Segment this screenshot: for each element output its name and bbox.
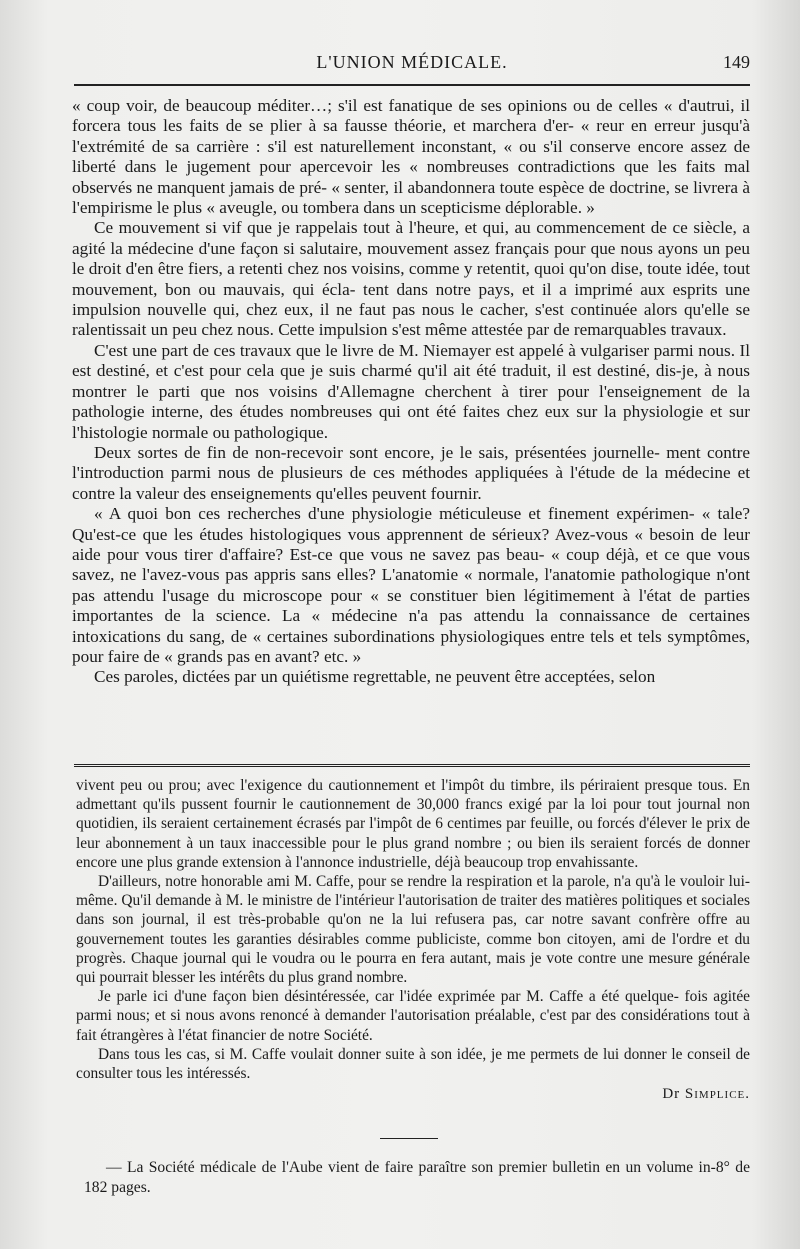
- note-paragraph-2: D'ailleurs, notre honorable ami M. Caffe, pour se rendre la respiration et la parole, n'a qu'à le vouloir lui-même. Qu'il demande à M. le ministre de l'intérieur l'autorisation de traiter des matières politiques et sociales dans son journal, il est très-probable qu'on ne la lui refusera pas, car notre savant confrère offre au gouvernement toutes les garanties désirables comme publiciste, comme bon citoyen, ami de l'ordre et du progrès. Chaque journal qui le voudra ou le pourra en fera autant, mais je vote contre une mesure générale qui pourrait blesser les intérêts du plus grand nombre.: [76, 873, 750, 987]
- quote-paragraph-2: « A quoi bon ces recherches d'une physiologie méticuleuse et finement expérimen- « tale? Qu'est-ce que les études histologiques vous apprennent de sérieux? Avez-vous « besoin de leur aide pour vous tirer d'affaire? Est-ce que vous ne savez pas beau- « coup déjà, et ce que vous savez, ne l'avez-vous pas appris sans elles? L'anatomie « normale, l'anatomie pathologique n'ont pas attendu l'usage du microscope pour « se constituer bien légitimement à l'état de parties importantes de la science. La « médecine n'a pas attendu la connaissance de certaines intoxications du sang, de « certaines subordinations physiologiques entre tels et tels symptômes, pour faire de « grands pas en avant? etc. »: [72, 504, 750, 666]
- main-text: [72, 96, 750, 688]
- note-paragraph-1: vivent peu ou prou; avec l'exigence du cautionnement et l'impôt du timbre, ils périraient presque tous. En admettant qu'ils pussent fournir le cautionnement de 30,000 francs exigé par la loi pour tout journal non quotidien, ils seraient certainement écrasés par l'impôt de 6 centimes par feuille, ou forcés d'élever le prix de leur abonnement à un taux inaccessible pour le plus grand nombre ; ou bien ils seraient forcés de donner encore une plus grande extension à l'annonce industrielle, déjà beaucoup trop envahissante.: [76, 777, 750, 871]
- paragraph-2: C'est une part de ces travaux que le livre de M. Niemayer est appelé à vulgariser parmi nous. Il est destiné, et c'est pour cela que je suis charmé qu'il ait été traduit, il est destiné, dis-je, à nous montrer le parti que nos voisins d'Allemagne cherchent à tirer pour l'enseignement de la pathologie interne, des études nombreuses qui ont été faites chez eux sur la physiologie et sur l'histologie normale ou pathologique.: [72, 340, 750, 442]
- quote-paragraph-1: « coup voir, de beaucoup méditer…; s'il est fanatique de ses opinions ou de celles « d'autrui, il forcera tous les faits de se plier à sa fausse théorie, et marchera d'er- « reur en erreur jusqu'à l'extrémité de sa carrière : s'il est naturellement inconstant, « ou s'il conserve encore assez de liberté dans le jugement pour apercevoir les « nombreuses contradictions que les faits mal observés ne manquent jamais de pré- « senter, il abandonnera toute espèce de doctrine, se livrera à l'empirisme le plus « aveugle, ou tombera dans un scepticisme déplorable. »: [72, 96, 750, 218]
- paragraph-4: Ces paroles, dictées par un quiétisme regrettable, ne peuvent être acceptées, selon: [94, 667, 656, 687]
- news-item: [84, 1158, 750, 1198]
- paragraph-1: Ce mouvement si vif que je rappelais tout à l'heure, et qui, au commencement de ce siècle, a agité la médecine d'une façon si salutaire, mouvement assez français pour que nous ayons un peu le droit d'en être fiers, a retenti chez nos voisins, comme y retentit, quoi qu'on dise, toute idée, tout mouvement, bon ou mauvais, qui écla- tent dans notre pays, et il a imprimé aux esprits une impulsion nouvelle qui, chez eux, il ne faut pas nous le cacher, s'est continuée alors qu'elle se ralentissait un peu chez nous. Cette impulsion s'est même attestée par de remarquables travaux.: [72, 218, 750, 340]
- paragraph-3: Deux sortes de fin de non-recevoir sont encore, je le sais, présentées journelle- ment contre l'introduction parmi nous de plusieurs de ces méthodes appliquées à l'étude de la médecine et contre la valeur des enseignements qu'elles peuvent fournir.: [72, 442, 750, 503]
- page-header: [74, 52, 750, 76]
- note-paragraph-3: Je parle ici d'une façon bien désintéressée, car l'idée exprimée par M. Caffe a été quelque- fois agitée parmi nous; et si nous avons renoncé à demander l'autorisation préalable, c'est par des considérations tout à fait étrangères à l'état financier de notre Société.: [76, 988, 750, 1044]
- header-rule: [74, 84, 750, 86]
- page-number: 149: [723, 52, 750, 72]
- short-divider: [380, 1138, 438, 1139]
- section-divider: [74, 764, 750, 770]
- journal-title: L'UNION MÉDICALE.: [316, 52, 508, 72]
- note-paragraph-4: Dans tous les cas, si M. Caffe voulait donner suite à son idée, je me permets de lui donner le conseil de consulter tous les intéressés.: [76, 1045, 750, 1083]
- signature-name: Simplice.: [684, 1086, 750, 1103]
- news-paragraph: — La Société médicale de l'Aube vient de faire paraître son premier bulletin en un volume in-8° de 182 pages.: [84, 1159, 750, 1196]
- footnote-text: [76, 776, 750, 1104]
- signature-prefix: Dr: [662, 1086, 685, 1103]
- signature: [76, 1085, 750, 1104]
